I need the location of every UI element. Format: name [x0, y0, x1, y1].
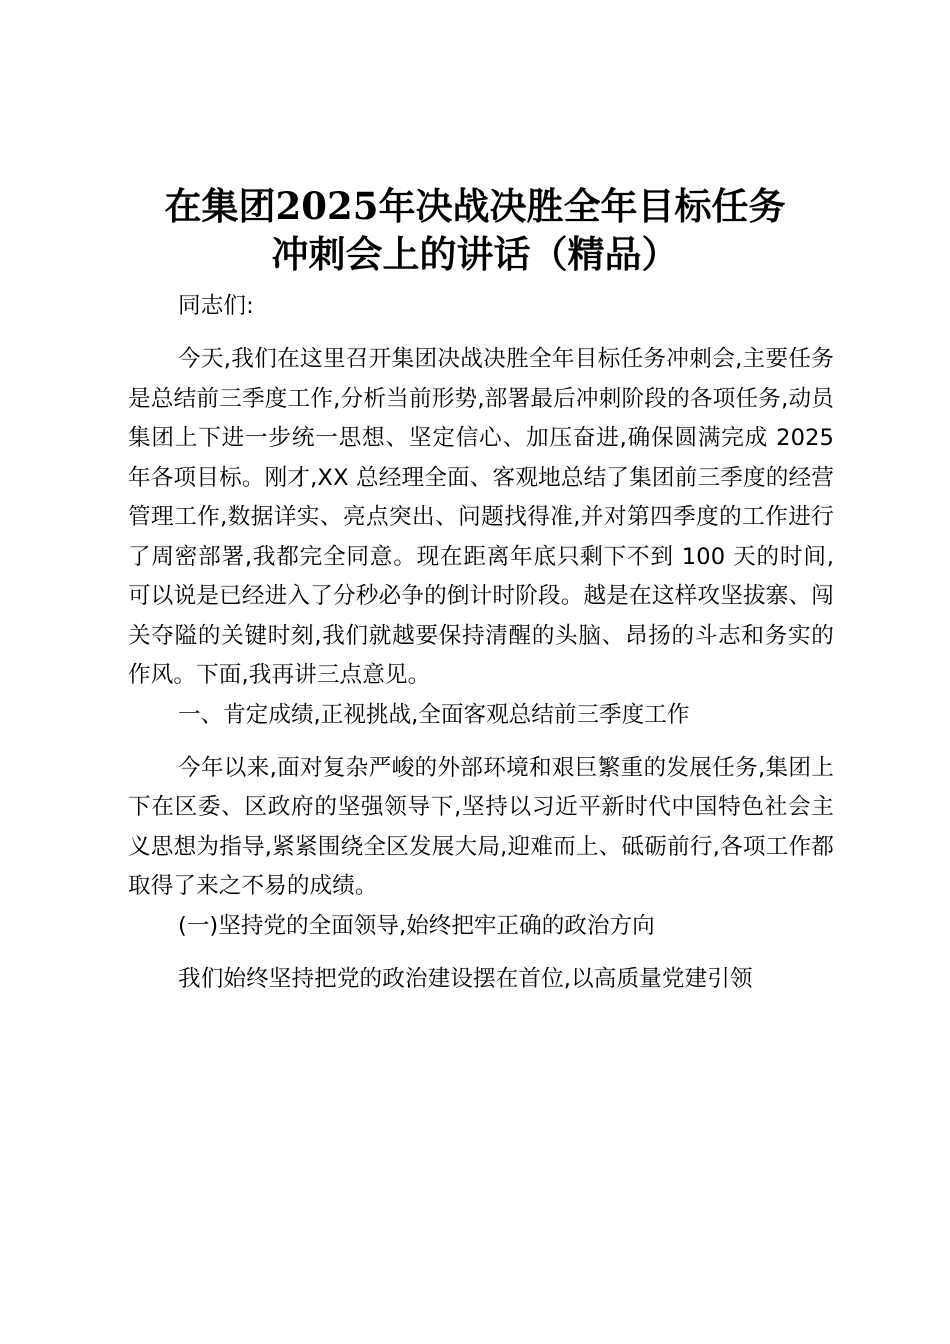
subsection-heading-1: (一)坚持党的全面领导,始终把牢正确的政治方向: [178, 912, 655, 939]
document-title: [110, 182, 840, 278]
document-body: [128, 287, 834, 999]
paragraph-1: 今天,我们在这里召开集团决战决胜全年目标任务冲刺会,主要任务是总结前三季度工作,分析当前形势,部署最后冲刺阶段的各项任务,动员集团上下进一步统一思想、坚定信心、加压奋进,确保圆满完成 2025 年各项目标。刚才,XX 总经理全面、客观地总结了集团前三季度的经营管理工作,数据详实、亮点突出、问题找得准,并对第四季度的工作进行了周密部署,我都完全同意。现在距离年底只剩下不到 100 天的时间,可以说是已经进入了分秒必争的倒计时阶段。越是在这样攻坚拔寨、闯关夺隘的关键时刻,我们就越要保持清醒的头脑、昂扬的斗志和务实的作风。下面,我再讲三点意见。: [128, 346, 834, 688]
title-line-1: 在集团2025年决战决胜全年目标任务: [164, 184, 786, 228]
paragraph-2: 今年以来,面对复杂严峻的外部环境和艰巨繁重的发展任务,集团上下在区委、区政府的坚强领导下,坚持以习近平新时代中国特色社会主义思想为指导,紧紧围绕全区发展大局,迎难而上、砥砺前行,各项工作都取得了来之不易的成绩。: [128, 754, 834, 899]
salutation: 同志们:: [178, 293, 254, 319]
paragraph-3: 我们始终坚持把党的政治建设摆在首位,以高质量党建引领: [178, 965, 753, 992]
section-heading-1: 一、肯定成绩,正视挑战,全面客观总结前三季度工作: [178, 701, 690, 728]
title-line-2: 冲刺会上的讲话（精品）: [271, 232, 679, 276]
